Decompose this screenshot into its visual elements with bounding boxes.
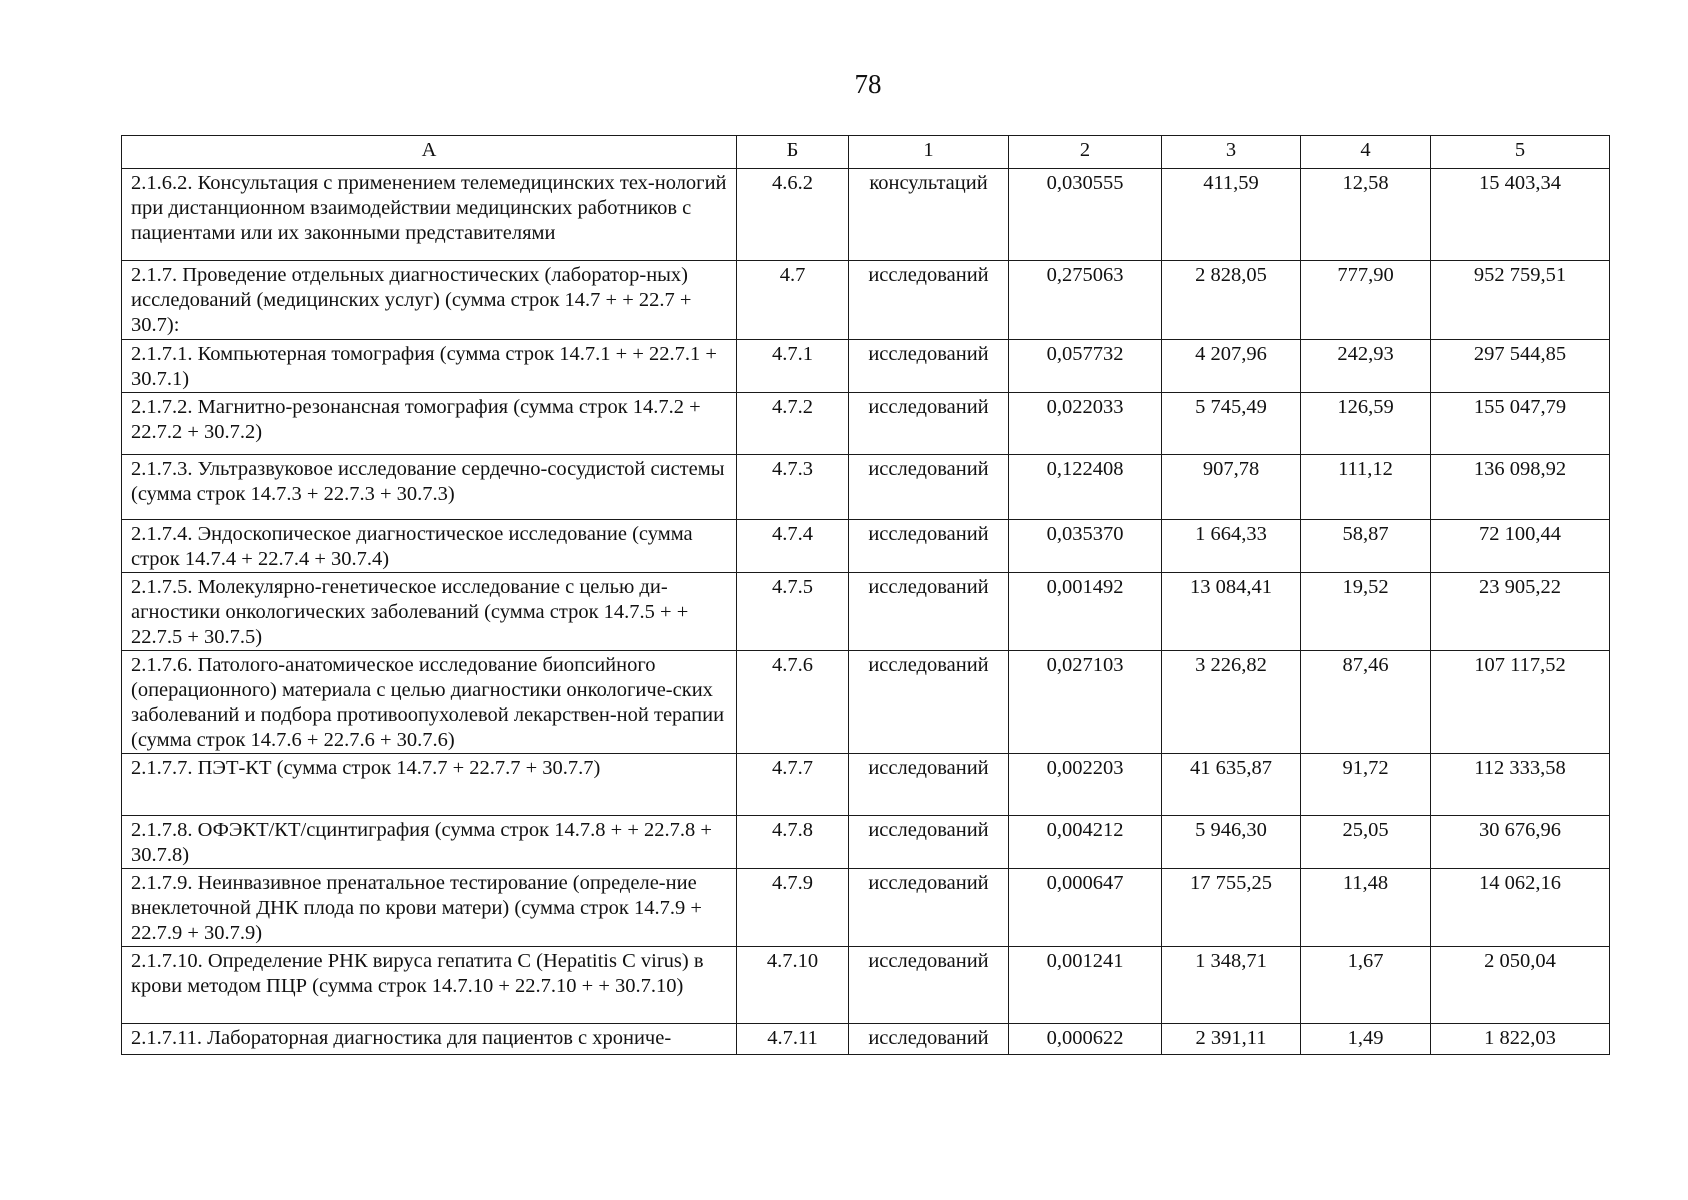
row-total: 2 050,04 xyxy=(1431,947,1610,1024)
table-row xyxy=(122,455,1610,520)
row-unit: исследований xyxy=(849,869,1009,947)
column-header-2: 2 xyxy=(1009,136,1162,169)
row-code: 4.6.2 xyxy=(737,169,849,261)
row-total: 30 676,96 xyxy=(1431,816,1610,869)
row-unit: исследований xyxy=(849,816,1009,869)
row-per-capita: 25,05 xyxy=(1301,816,1431,869)
table-row xyxy=(122,169,1610,261)
row-cost: 41 635,87 xyxy=(1162,754,1301,816)
row-norm: 0,027103 xyxy=(1009,651,1162,754)
row-per-capita: 1,49 xyxy=(1301,1024,1431,1055)
row-cost: 1 664,33 xyxy=(1162,520,1301,573)
data-table xyxy=(121,135,1610,1055)
row-description: 2.1.7.11. Лабораторная диагностика для пациентов с хрониче- xyxy=(122,1024,737,1055)
row-code: 4.7.1 xyxy=(737,340,849,393)
row-per-capita: 111,12 xyxy=(1301,455,1431,520)
row-total: 155 047,79 xyxy=(1431,393,1610,455)
row-per-capita: 11,48 xyxy=(1301,869,1431,947)
row-description: 2.1.7.8. ОФЭКТ/КТ/сцинтиграфия (сумма строк 14.7.8 + + 22.7.8 + 30.7.8) xyxy=(122,816,737,869)
row-total: 107 117,52 xyxy=(1431,651,1610,754)
row-per-capita: 12,58 xyxy=(1301,169,1431,261)
column-header-4: 4 xyxy=(1301,136,1431,169)
row-code: 4.7.3 xyxy=(737,455,849,520)
table-row xyxy=(122,261,1610,340)
row-description: 2.1.7.5. Молекулярно-генетическое исследование с целью ди-агностики онкологических заболеваний (сумма строк 14.7.5 + + 22.7.5 + 30.7.5) xyxy=(122,573,737,651)
row-code: 4.7.6 xyxy=(737,651,849,754)
row-unit: исследований xyxy=(849,520,1009,573)
row-total: 23 905,22 xyxy=(1431,573,1610,651)
row-unit: исследований xyxy=(849,573,1009,651)
row-code: 4.7.8 xyxy=(737,816,849,869)
page-number: 78 xyxy=(854,69,882,99)
row-norm: 0,001492 xyxy=(1009,573,1162,651)
row-norm: 0,022033 xyxy=(1009,393,1162,455)
row-cost: 17 755,25 xyxy=(1162,869,1301,947)
row-norm: 0,275063 xyxy=(1009,261,1162,340)
row-unit: исследований xyxy=(849,651,1009,754)
row-norm: 0,035370 xyxy=(1009,520,1162,573)
row-total: 112 333,58 xyxy=(1431,754,1610,816)
row-unit: исследований xyxy=(849,947,1009,1024)
table-row xyxy=(122,573,1610,651)
row-description: 2.1.7.6. Патолого-анатомическое исследование биопсийного (операционного) материала с целью диагностики онкологиче-ских заболеваний и подбора противоопухолевой лекарствен-ной терапии (сумма строк 14.7.6 + 22.7.6 + 30.7.6) xyxy=(122,651,737,754)
row-per-capita: 1,67 xyxy=(1301,947,1431,1024)
row-description: 2.1.7.7. ПЭТ-КТ (сумма строк 14.7.7 + 22.7.7 + 30.7.7) xyxy=(122,754,737,816)
row-per-capita: 87,46 xyxy=(1301,651,1431,754)
row-code: 4.7.11 xyxy=(737,1024,849,1055)
row-description: 2.1.7.9. Неинвазивное пренатальное тестирование (определе-ние внеклеточной ДНК плода по крови матери) (сумма строк 14.7.9 + 22.7.9 + 30.7.9) xyxy=(122,869,737,947)
row-per-capita: 126,59 xyxy=(1301,393,1431,455)
row-cost: 1 348,71 xyxy=(1162,947,1301,1024)
row-total: 952 759,51 xyxy=(1431,261,1610,340)
row-cost: 2 391,11 xyxy=(1162,1024,1301,1055)
row-code: 4.7.10 xyxy=(737,947,849,1024)
row-code: 4.7.5 xyxy=(737,573,849,651)
table-row xyxy=(122,393,1610,455)
row-per-capita: 19,52 xyxy=(1301,573,1431,651)
row-cost: 3 226,82 xyxy=(1162,651,1301,754)
row-code: 4.7.7 xyxy=(737,754,849,816)
column-header-5: 5 xyxy=(1431,136,1610,169)
row-cost: 907,78 xyxy=(1162,455,1301,520)
row-description: 2.1.7. Проведение отдельных диагностических (лаборатор-ных) исследований (медицинских услуг) (сумма строк 14.7 + + 22.7 + 30.7): xyxy=(122,261,737,340)
row-description: 2.1.7.4. Эндоскопическое диагностическое исследование (сумма строк 14.7.4 + 22.7.4 + 30.7.4) xyxy=(122,520,737,573)
row-cost: 411,59 xyxy=(1162,169,1301,261)
row-code: 4.7 xyxy=(737,261,849,340)
row-cost: 2 828,05 xyxy=(1162,261,1301,340)
row-norm: 0,001241 xyxy=(1009,947,1162,1024)
row-total: 136 098,92 xyxy=(1431,455,1610,520)
row-norm: 0,122408 xyxy=(1009,455,1162,520)
column-header-b: Б xyxy=(737,136,849,169)
column-header-3: 3 xyxy=(1162,136,1301,169)
row-total: 1 822,03 xyxy=(1431,1024,1610,1055)
row-unit: исследований xyxy=(849,1024,1009,1055)
table-row xyxy=(122,340,1610,393)
row-cost: 4 207,96 xyxy=(1162,340,1301,393)
row-unit: исследований xyxy=(849,340,1009,393)
table-row xyxy=(122,816,1610,869)
row-cost: 5 745,49 xyxy=(1162,393,1301,455)
row-unit: исследований xyxy=(849,754,1009,816)
row-total: 72 100,44 xyxy=(1431,520,1610,573)
table-row xyxy=(122,1024,1610,1055)
row-unit: исследований xyxy=(849,393,1009,455)
row-code: 4.7.4 xyxy=(737,520,849,573)
row-per-capita: 242,93 xyxy=(1301,340,1431,393)
row-total: 15 403,34 xyxy=(1431,169,1610,261)
row-total: 14 062,16 xyxy=(1431,869,1610,947)
table-row xyxy=(122,520,1610,573)
row-norm: 0,004212 xyxy=(1009,816,1162,869)
row-unit: исследований xyxy=(849,455,1009,520)
column-header-1: 1 xyxy=(849,136,1009,169)
row-description: 2.1.7.3. Ультразвуковое исследование сердечно-сосудистой системы (сумма строк 14.7.3 + 22.7.3 + 30.7.3) xyxy=(122,455,737,520)
table-row xyxy=(122,754,1610,816)
table-row xyxy=(122,947,1610,1024)
row-norm: 0,002203 xyxy=(1009,754,1162,816)
row-norm: 0,057732 xyxy=(1009,340,1162,393)
table-row xyxy=(122,869,1610,947)
row-per-capita: 58,87 xyxy=(1301,520,1431,573)
row-description: 2.1.7.1. Компьютерная томография (сумма строк 14.7.1 + + 22.7.1 + 30.7.1) xyxy=(122,340,737,393)
row-cost: 13 084,41 xyxy=(1162,573,1301,651)
row-description: 2.1.6.2. Консультация с применением телемедицинских тех-нологий при дистанционном взаимодействии медицинских работников с пациентами или их законными представителями xyxy=(122,169,737,261)
table-row xyxy=(122,651,1610,754)
row-description: 2.1.7.2. Магнитно-резонансная томография (сумма строк 14.7.2 + 22.7.2 + 30.7.2) xyxy=(122,393,737,455)
row-code: 4.7.2 xyxy=(737,393,849,455)
row-total: 297 544,85 xyxy=(1431,340,1610,393)
row-cost: 5 946,30 xyxy=(1162,816,1301,869)
column-header-a: А xyxy=(122,136,737,169)
row-unit: исследований xyxy=(849,261,1009,340)
row-norm: 0,030555 xyxy=(1009,169,1162,261)
row-per-capita: 91,72 xyxy=(1301,754,1431,816)
table-header-row xyxy=(122,136,1610,169)
row-norm: 0,000647 xyxy=(1009,869,1162,947)
row-per-capita: 777,90 xyxy=(1301,261,1431,340)
row-unit: консультаций xyxy=(849,169,1009,261)
row-norm: 0,000622 xyxy=(1009,1024,1162,1055)
row-code: 4.7.9 xyxy=(737,869,849,947)
row-description: 2.1.7.10. Определение РНК вируса гепатита C (Hepatitis C virus) в крови методом ПЦР (сумма строк 14.7.10 + 22.7.10 + + 30.7.10) xyxy=(122,947,737,1024)
